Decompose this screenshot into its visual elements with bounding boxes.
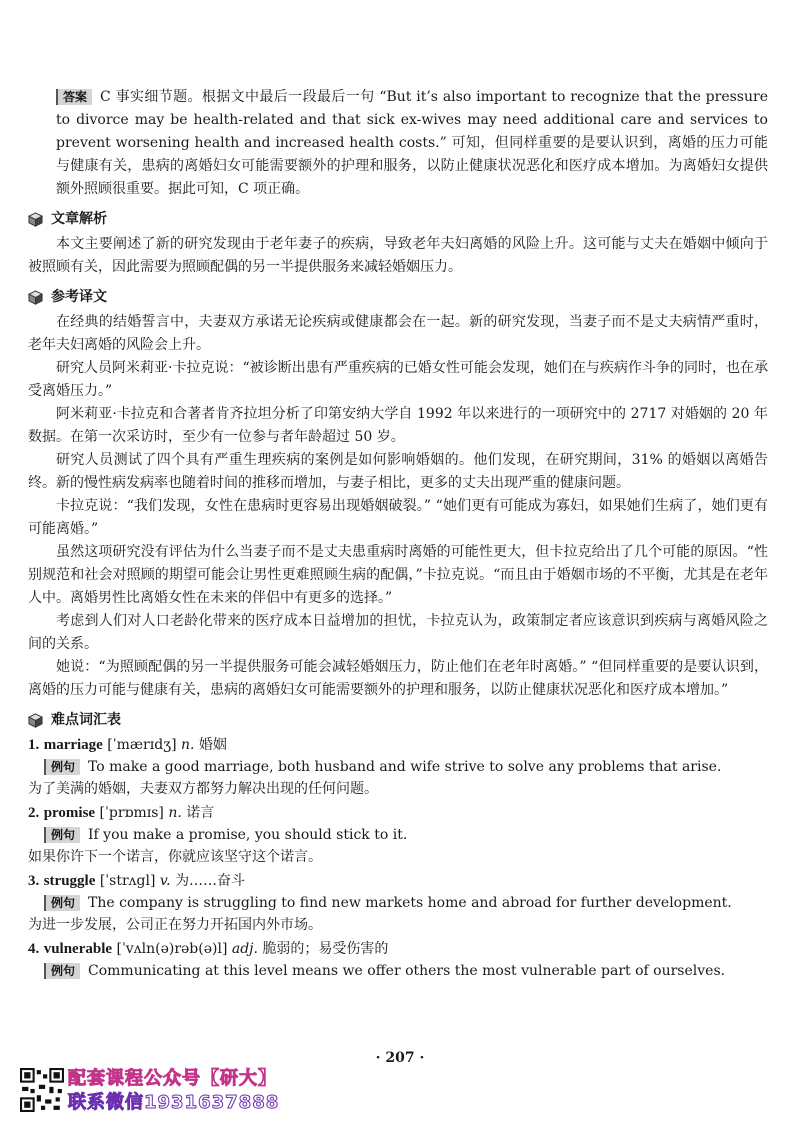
footer-ad-line-1: 配套课程公众号【研大】 xyxy=(68,1068,277,1089)
footer-ad xyxy=(20,1068,320,1118)
vocab-heading-text: 难点词汇表 xyxy=(51,712,121,728)
vocab-pos: v. xyxy=(159,873,171,889)
vocab-example xyxy=(28,892,768,914)
vocab-number: 2. xyxy=(28,805,40,821)
translation-paragraph: 阿米莉亚·卡拉克和合著者肯齐拉坦分析了印第安纳大学自 1992 年以来进行的一项研究中的 2717 对婚姻的 20 年数据。在第一次采访时，至少有一位参与者年龄超过 50 岁。 xyxy=(28,406,768,445)
vocab-word: marriage xyxy=(43,737,103,753)
example-text: If you make a promise, you should stick to it. xyxy=(88,827,408,843)
vocab-pos: n. xyxy=(181,737,195,753)
example-tag: 例句 xyxy=(44,759,80,775)
vocab-ipa: [ˈstrʌgl] xyxy=(99,873,156,889)
vocab-pos: adj. xyxy=(231,941,258,957)
translation-paragraph: 虽然这项研究没有评估为什么当妻子而不是丈夫患重病时离婚的可能性更大，但卡拉克给出了几个可能的原因。“性别规范和社会对照顾的期望可能会让男性更难照顾生病的配偶，”卡拉克说。“而且由于婚姻市场的不平衡，尤其是在老年人中。离婚男性比离婚女性在未来的伴侣中有更多的选择。” xyxy=(28,544,768,606)
vocab-number: 4. xyxy=(28,941,40,957)
translation-paragraph: 研究人员阿米莉亚·卡拉克说：“被诊断出患有严重疾病的已婚女性可能会发现，她们在与疾病作斗争的同时，也在承受离婚压力。” xyxy=(28,360,768,399)
example-tag: 例句 xyxy=(44,963,80,979)
vocab-heading xyxy=(28,710,768,730)
vocab-item xyxy=(28,870,768,936)
vocab-pos: n. xyxy=(168,805,182,821)
analysis-paragraph: 本文主要阐述了新的研究发现由于老年妻子的疾病，导致老年夫妇离婚的风险上升。这可能与丈夫在婚姻中倾向于被照顾有关，因此需要为照顾配偶的另一半提供服务来减轻婚姻压力。 xyxy=(28,236,768,275)
cube-icon xyxy=(28,212,43,227)
vocab-meaning: 婚姻 xyxy=(198,737,227,753)
answer-paragraph xyxy=(56,86,768,201)
vocab-meaning: 脆弱的；易受伤害的 xyxy=(262,941,389,957)
answer-block xyxy=(28,86,768,201)
vocab-number: 3. xyxy=(28,873,40,889)
translation-paragraph: 研究人员测试了四个具有严重生理疾病的案例是如何影响婚姻的。他们发现，在研究期间，31% 的婚姻以离婚告终。新的慢性病发病率也随着时间的推移而增加，与妻子相比，更多的丈夫出现严重的健康问题。 xyxy=(28,452,768,491)
vocab-word: vulnerable xyxy=(43,941,113,957)
vocab-meaning: 为……奋斗 xyxy=(175,873,246,889)
page-number: · 207 · xyxy=(375,1050,425,1066)
translation-paragraph: 考虑到人们对人口老龄化带来的医疗成本日益增加的担忧，卡拉克认为，政策制定者应该意识到疾病与离婚风险之间的关系。 xyxy=(28,613,768,652)
analysis-heading-text: 文章解析 xyxy=(51,211,107,227)
vocab-list xyxy=(28,734,768,982)
example-tag: 例句 xyxy=(44,895,80,911)
example-text: The company is struggling to find new markets home and abroad for further development. xyxy=(88,895,732,911)
footer-ad-line-2: 联系微信1931637888 xyxy=(68,1092,280,1113)
qr-code-icon xyxy=(20,1068,64,1112)
vocab-entry xyxy=(28,802,768,824)
vocab-ipa: [ˈmærɪdʒ] xyxy=(107,737,177,753)
vocab-entry xyxy=(28,870,768,892)
vocab-word: struggle xyxy=(43,873,96,889)
translation-heading xyxy=(28,287,768,307)
example-translation: 为了美满的婚姻，夫妻双方都努力解决出现的任何问题。 xyxy=(28,781,378,797)
translation-paragraph: 在经典的结婚誓言中，夫妻双方承诺无论疾病或健康都会在一起。新的研究发现，当妻子而不是丈夫病情严重时，老年夫妇离婚的风险会上升。 xyxy=(28,314,768,353)
vocab-entry xyxy=(28,938,768,960)
vocab-item xyxy=(28,938,768,982)
example-translation: 为进一步发展，公司正在努力开拓国内外市场。 xyxy=(28,917,322,933)
vocab-word: promise xyxy=(43,805,96,821)
vocab-example xyxy=(28,960,768,982)
vocab-ipa: [ˈprɒmɪs] xyxy=(99,805,164,821)
vocab-item xyxy=(28,734,768,800)
translation-paragraph: 卡拉克说：“我们发现，女性在患病时更容易出现婚姻破裂。” “她们更有可能成为寡妇，如果她们生病了，她们更有可能离婚。” xyxy=(28,498,768,537)
vocab-entry xyxy=(28,734,768,756)
example-text: Communicating at this level means we offer others the most vulnerable part of ourselves. xyxy=(88,963,726,979)
example-tag: 例句 xyxy=(44,827,80,843)
vocab-example xyxy=(28,756,768,778)
vocab-example xyxy=(28,824,768,846)
example-text: To make a good marriage, both husband and wife strive to solve any problems that arise. xyxy=(88,759,722,775)
example-translation: 如果你许下一个诺言，你就应该坚守这个诺言。 xyxy=(28,849,322,865)
answer-tag: 答案 xyxy=(56,89,92,105)
translation-heading-text: 参考译文 xyxy=(51,289,107,305)
cube-icon xyxy=(28,290,43,305)
vocab-meaning: 诺言 xyxy=(186,805,215,821)
analysis-heading xyxy=(28,209,768,229)
answer-text: C 事实细节题。根据文中最后一段最后一句 “But it’s also important to recognize that the pressure to divorce may be health-related and that sick ex-wives may need additional care and services to prevent worsening health and increased health costs.” 可知，但同样重要的是要认识到，离婚的压力可能与健康有关，患病的离婚妇女可能需要额外的护理和服务，以防止健康状况恶化和医疗成本增加。为离婚妇女提供额外照顾很重要。据此可知，C 项正确。 xyxy=(56,89,768,197)
page-body xyxy=(28,86,768,982)
vocab-number: 1. xyxy=(28,737,40,753)
vocab-item xyxy=(28,802,768,868)
cube-icon xyxy=(28,713,43,728)
translation-body xyxy=(28,311,768,702)
translation-paragraph: 她说：“为照顾配偶的另一半提供服务可能会减轻婚姻压力，防止他们在老年时离婚。” “但同样重要的是要认识到，离婚的压力可能与健康有关，患病的离婚妇女可能需要额外的护理和服务，以防止健康状况恶化和医疗成本增加。” xyxy=(28,659,768,698)
vocab-ipa: [ˈvʌln(ə)rəb(ə)l] xyxy=(116,941,228,957)
